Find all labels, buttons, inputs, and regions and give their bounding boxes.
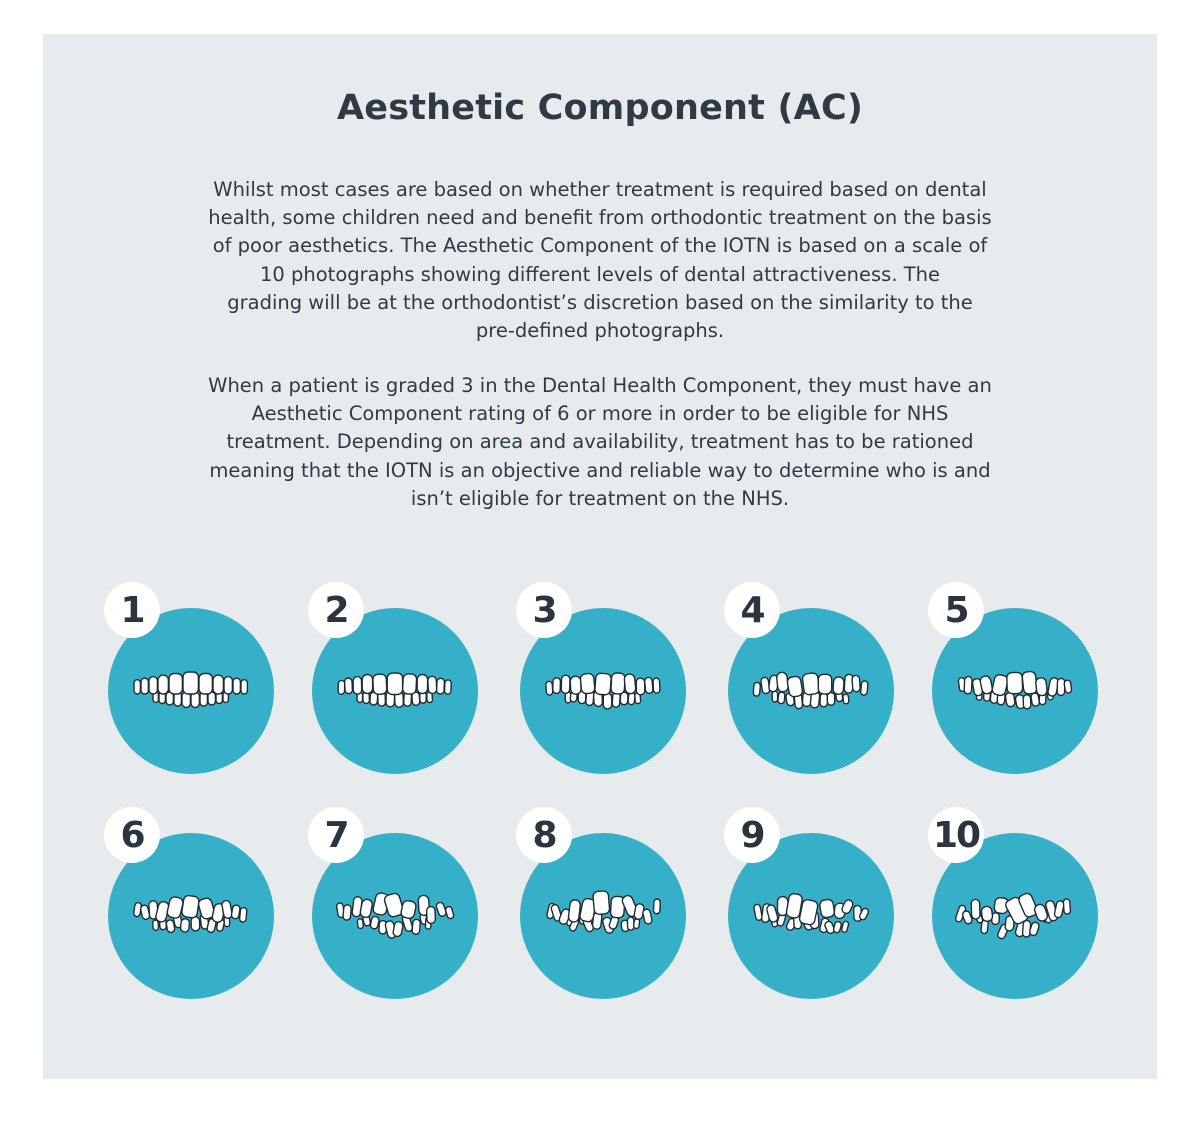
upper-tooth — [819, 899, 835, 918]
text-line: health, some children need and benefit from orthodontic treatment on the basis — [208, 206, 992, 230]
lower-tooth — [827, 693, 835, 706]
teeth-icon — [945, 886, 1085, 946]
upper-tooth — [343, 905, 352, 921]
upper-tooth — [134, 680, 140, 694]
teeth-icon — [325, 886, 465, 946]
upper-tooth — [338, 680, 345, 694]
upper-tooth — [818, 674, 831, 694]
page-title: Aesthetic Component (AC) — [336, 88, 864, 128]
grade-number: 8 — [516, 807, 572, 863]
upper-tooth — [971, 899, 980, 919]
lower-tooth — [628, 692, 636, 705]
upper-tooth — [964, 676, 972, 694]
intro-paragraph — [180, 176, 1020, 345]
teeth-icon — [741, 886, 881, 946]
grade-number: 1 — [104, 582, 160, 638]
upper-tooth — [553, 678, 561, 694]
upper-tooth — [1035, 677, 1047, 696]
upper-tooth — [213, 675, 223, 694]
text-line: pre-defined photographs. — [475, 319, 725, 343]
upper-tooth — [436, 678, 444, 694]
upper-tooth — [183, 672, 198, 694]
grade-item — [520, 589, 686, 774]
upper-tooth — [852, 675, 860, 692]
grade-number: 2 — [308, 582, 364, 638]
upper-tooth — [444, 680, 451, 695]
upper-tooth — [181, 895, 199, 919]
upper-tooth — [445, 906, 454, 919]
upper-tooth — [344, 678, 352, 694]
lower-tooth — [180, 918, 190, 932]
upper-tooth — [387, 673, 402, 694]
upper-tooth — [787, 676, 803, 698]
upper-tooth — [231, 905, 241, 920]
upper-tooth — [428, 676, 437, 694]
teeth-icon — [121, 886, 261, 946]
upper-tooth — [753, 682, 760, 696]
lower-tooth — [603, 693, 612, 709]
upper-tooth — [362, 674, 372, 693]
lower-tooth — [633, 919, 640, 929]
upper-tooth — [427, 906, 436, 923]
upper-tooth — [224, 677, 232, 694]
upper-tooth — [402, 674, 416, 695]
upper-tooth — [546, 681, 553, 695]
upper-tooth — [199, 674, 212, 695]
upper-tooth — [417, 674, 427, 693]
teeth-icon — [741, 661, 881, 721]
grade-item — [728, 814, 894, 999]
lower-tooth — [841, 921, 849, 933]
upper-tooth — [570, 676, 581, 694]
upper-tooth — [642, 909, 652, 925]
upper-tooth — [1063, 899, 1070, 915]
text-line: of poor aesthetics. The Aesthetic Component of the IOTN is based on a scale of — [212, 234, 988, 258]
upper-tooth — [166, 896, 184, 919]
upper-tooth — [400, 900, 417, 920]
upper-tooth — [580, 673, 595, 694]
eligibility-paragraph — [180, 372, 1020, 513]
upper-tooth — [841, 899, 854, 915]
grade-item — [108, 589, 274, 774]
text-line: treatment. Depending on area and availability, treatment has to be rationed — [226, 430, 974, 454]
upper-tooth — [568, 899, 581, 922]
upper-tooth — [860, 681, 868, 696]
grade-number: 7 — [308, 807, 364, 863]
grade-item — [728, 589, 894, 774]
text-line: isn’t eligible for treatment on the NHS. — [410, 486, 790, 510]
teeth-icon — [945, 661, 1085, 721]
lower-tooth — [772, 691, 777, 702]
grade-number: 6 — [104, 807, 160, 863]
lower-tooth — [1023, 695, 1031, 709]
upper-tooth — [595, 673, 612, 695]
text-line: meaning that the IOTN is an objective and reliable way to determine who is and — [209, 458, 991, 482]
lower-tooth — [1022, 920, 1030, 937]
grade-number: 4 — [724, 582, 780, 638]
teeth-icon — [121, 661, 261, 721]
text-line: When a patient is graded 3 in the Dental Health Component, they must have an — [208, 374, 992, 397]
upper-tooth — [169, 674, 182, 695]
lower-tooth — [357, 919, 363, 929]
upper-tooth — [611, 673, 625, 694]
grade-item — [520, 814, 686, 999]
grade-item — [932, 814, 1098, 999]
upper-tooth — [1057, 678, 1065, 695]
grade-number: 5 — [928, 582, 984, 638]
upper-tooth — [624, 674, 636, 694]
lower-tooth — [833, 921, 842, 933]
text-line: Aesthetic Component rating of 6 or more in order to be eligible for NHS — [251, 402, 949, 426]
lower-tooth — [412, 919, 421, 934]
grade-item — [312, 814, 478, 999]
teeth-icon — [325, 661, 465, 721]
lower-tooth — [370, 916, 380, 930]
upper-tooth — [241, 680, 247, 694]
lower-tooth — [843, 694, 849, 704]
upper-tooth — [373, 674, 387, 695]
text-line: grading will be at the orthodontist’s discretion based on the similarity to the — [227, 290, 973, 314]
upper-tooth — [802, 672, 820, 695]
text-line: 10 photographs showing different levels of dental attractiveness. The — [260, 262, 940, 286]
grade-number: 3 — [516, 582, 572, 638]
upper-tooth — [561, 675, 570, 693]
upper-tooth — [593, 891, 610, 915]
lower-tooth — [153, 920, 159, 930]
grade-number: 9 — [724, 807, 780, 863]
upper-tooth — [233, 678, 240, 694]
upper-tooth — [141, 678, 148, 694]
upper-tooth — [149, 677, 157, 694]
upper-tooth — [1064, 680, 1072, 694]
upper-tooth — [353, 677, 362, 695]
upper-tooth — [1007, 672, 1023, 694]
grade-item — [108, 814, 274, 999]
teeth-icon — [533, 661, 673, 721]
text-line: Whilst most cases are based on whether treatment is required based on dental — [213, 178, 987, 201]
upper-tooth — [158, 675, 168, 694]
upper-tooth — [981, 906, 993, 922]
grade-item — [312, 589, 478, 774]
upper-tooth — [644, 677, 653, 694]
upper-tooth — [239, 907, 247, 922]
teeth-icon — [533, 886, 673, 946]
upper-tooth — [653, 899, 660, 914]
grade-number: 10 — [928, 807, 984, 863]
lower-tooth — [778, 692, 786, 704]
upper-tooth — [636, 678, 645, 695]
lower-tooth — [627, 917, 634, 930]
lower-tooth — [820, 693, 828, 707]
lower-tooth — [191, 917, 200, 931]
upper-tooth — [833, 677, 845, 695]
upper-tooth — [653, 678, 660, 693]
upper-tooth — [991, 674, 1008, 696]
grade-item — [932, 589, 1098, 774]
